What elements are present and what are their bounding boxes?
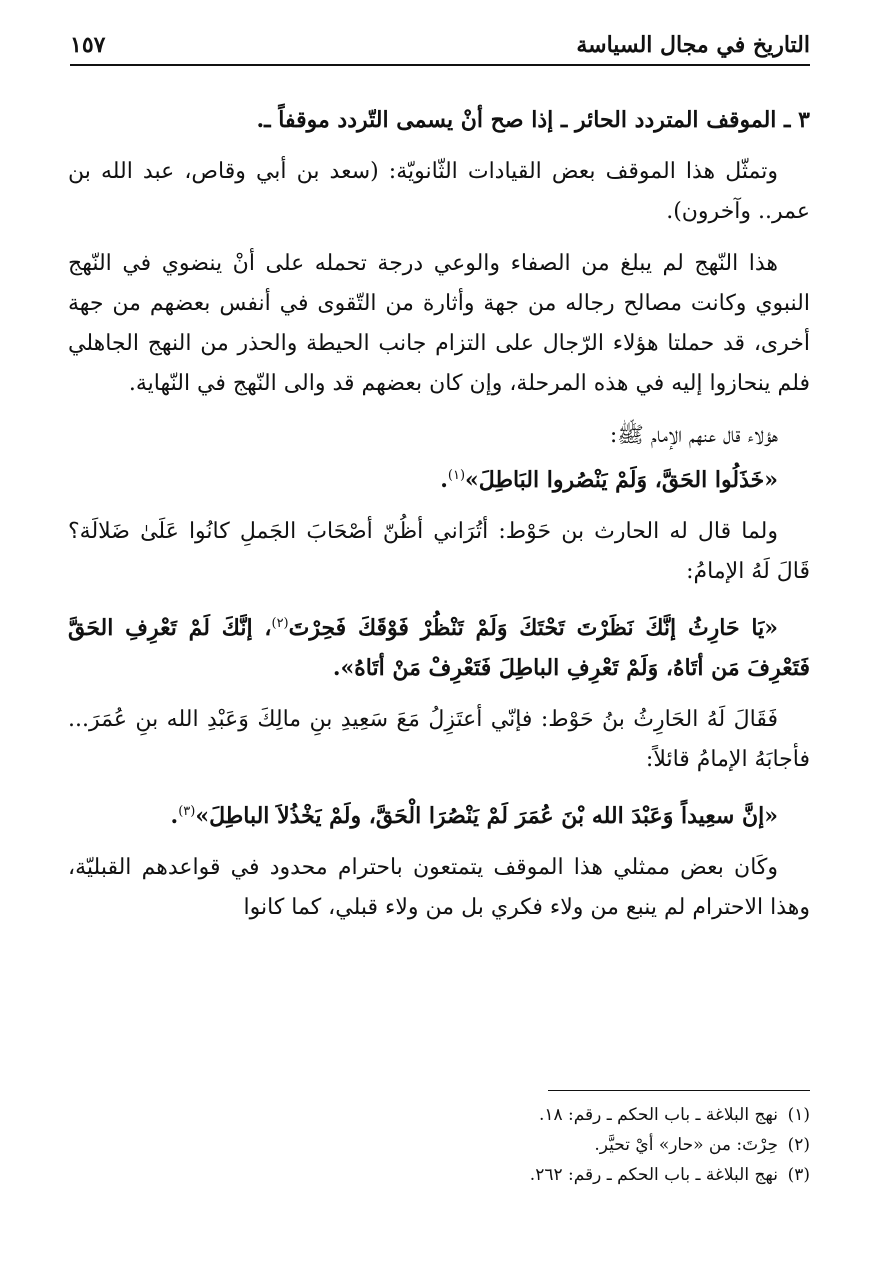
paragraph-4: ولما قال له الحارث بن حَوْط: أتُرَاني أظُنّ أصْحَابَ الجَملِ كانُوا عَلَىٰ ضَلالَة؟ قَالَ لَهُ الإمامُ: — [68, 519, 810, 584]
footnote-ref-1: (١) — [447, 468, 466, 483]
footnote-number: (٢) — [787, 1135, 810, 1155]
quote-3-end: . — [170, 803, 179, 829]
footnote-number: (١) — [787, 1105, 810, 1125]
footnote-number: (٣) — [787, 1165, 810, 1185]
running-header — [70, 30, 810, 64]
quote-1-text: «خَذَلُوا الحَقَّ، وَلَمْ يَنْصُروا البَاطِلَ» — [465, 467, 778, 493]
header-rule — [70, 64, 810, 66]
paragraph-2: هذا النّهج لم يبلغ من الصفاء والوعي درجة تحمله على أنْ ينضوي في النّهج النبوي وكانت مصالح رجاله من جهة وأثارة من التّقوى في أنفس بعضهم من جهة أخرى، قد حملتا هؤلاء الرّجال على التزام جانب الحيطة والحذر من النهج الجاهلي فلم ينحازوا إليه في هذه المرحلة، وإن كان بعضهم قد والى النّهج في النّهاية. — [68, 251, 810, 396]
paragraph-1: وتمثّل هذا الموقف بعض القيادات الثّانويّة: (سعد بن أبي وقاص، عبد الله بن عمر.. وآخرون). — [68, 159, 810, 224]
footnote-text: نهج البلاغة ـ باب الحكم ـ رقم: ٢٦٢. — [529, 1165, 778, 1185]
quote-3 — [68, 792, 810, 836]
footnote-ref-3: (٣) — [178, 804, 196, 819]
footnote-ref-2: (٢) — [271, 616, 289, 631]
section-heading: ٣ ـ الموقف المتردد الحائر ـ إذا صح أنْ يسمى التّردد موقفاً ـ. — [256, 107, 810, 133]
quote-3-text: «إنَّ سعِيداً وَعَبْدَ الله بْنَ عُمَرَ لَمْ يَنْصُرَا الْحَقَّ، ولَمْ يَخْذُلاَ الباطِلَ» — [195, 803, 778, 829]
paragraph-6: وكَان بعض ممثلي هذا الموقف يتمتعون باحترام محدود في قواعدهم القبليّة، وهذا الاحترام لم ينبع من ولاء فكري بل من ولاء قبلي، كما كانوا — [68, 855, 810, 920]
paragraph-5: فَقَالَ لَهُ الحَارِثُ بنُ حَوْط: فإنّي أعتَزِلُ مَعَ سَعِيدِ بنِ مالِكَ وَعَبْدِ الله بنِ عُمَرَ... فأجابَهُ الإمامُ قائلاً: — [68, 707, 810, 772]
paragraph-3: هؤلاء قال عنهم الإمام ﷺ: — [609, 423, 778, 448]
main-text — [68, 100, 810, 928]
footnote-1 — [300, 1100, 810, 1130]
running-title: التاريخ في مجال السياسة — [576, 32, 810, 58]
footnote-3 — [300, 1160, 810, 1190]
footnote-separator — [548, 1090, 810, 1091]
quote-2-text-a: «يَا حَارِثُ إنَّكَ نَظَرْتَ تَحْتَكَ وَلَمْ تَنْظُرْ فَوْقَكَ فَحِرْتَ — [288, 615, 778, 641]
quote-2 — [68, 604, 810, 688]
footnotes — [300, 1100, 810, 1190]
quote-1-end: . — [440, 467, 448, 493]
quote-2-text-b: ، إنَّكَ لَمْ تَعْرِفِ الحَقَّ فَتَعْرِفَ مَن أتَاهُ، وَلَمْ تَعْرِفِ الباطِلَ فَتَعْرِفْ مَنْ أتَاهُ». — [68, 615, 810, 681]
footnote-2 — [300, 1130, 810, 1160]
page-number: ١٥٧ — [70, 32, 106, 58]
footnote-text: حِرْتَ: من «حار» أيْ تحيَّر. — [594, 1135, 778, 1155]
footnote-text: نهج البلاغة ـ باب الحكم ـ رقم: ١٨. — [538, 1105, 778, 1125]
quote-1 — [68, 456, 810, 500]
